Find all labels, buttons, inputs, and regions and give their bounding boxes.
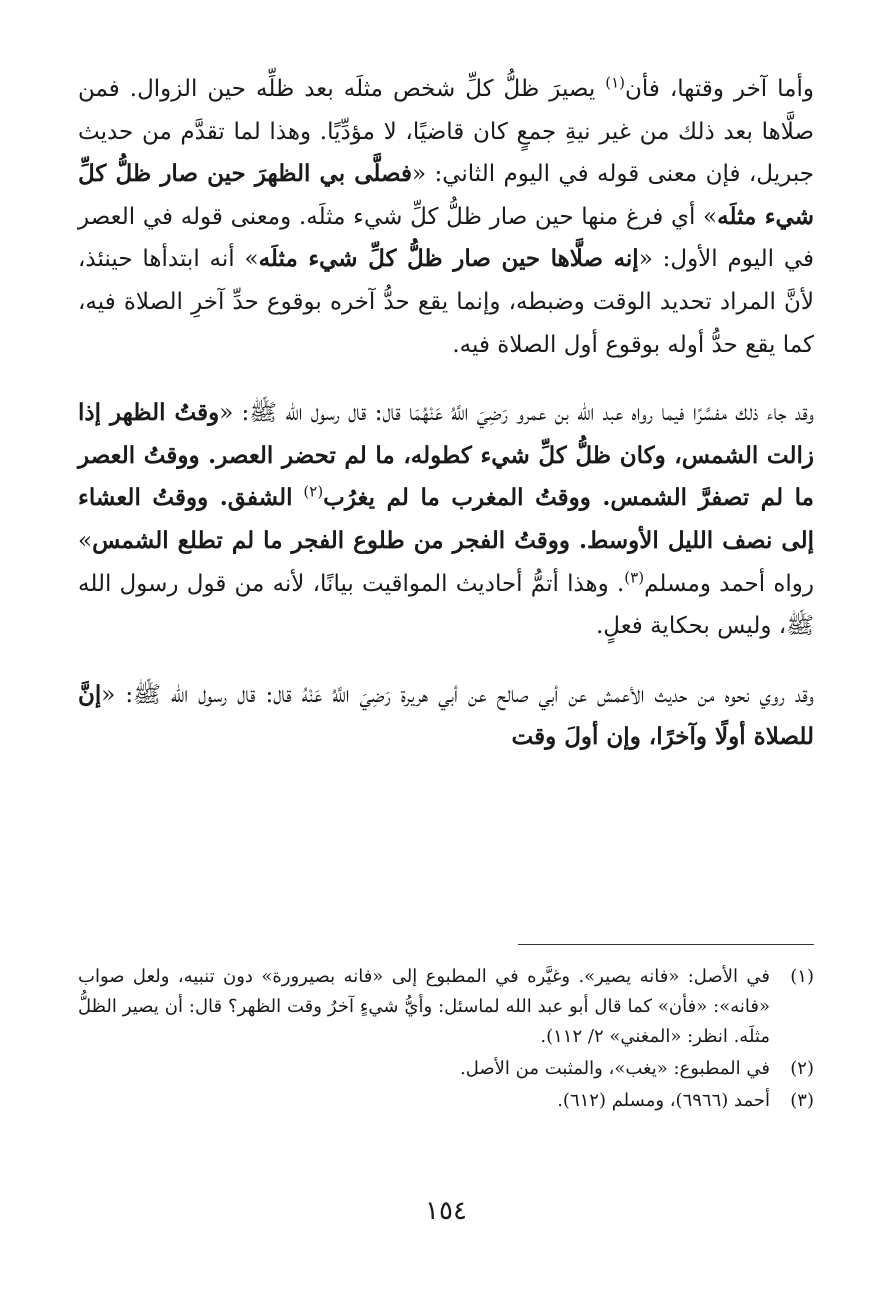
- text-segment: » أي فرغ منها حين صار ظلُّ كلِّ شيء مثلَه. ومعنى قوله في العصر في اليوم الأول: «: [78, 203, 814, 273]
- text-segment: يصيرَ ظلُّ كلِّ شخص مثلَه بعد ظلِّه حين الزوال. فمن صلَّاها بعد ذلك من غير نيةِ جمعٍ كان قاضيًا، لا مؤدِّيًا. وهذا لما تقدَّم من حديث جبريل، فإن معنى قوله في اليوم الثاني: «: [78, 76, 814, 188]
- paragraph-3: [78, 674, 814, 759]
- footnote-text: أحمد (٦٩٦٦)، ومسلم (٦١٢).: [557, 1090, 770, 1111]
- footnote-text: في المطبوع: «يغب»، والمثبت من الأصل.: [460, 1058, 770, 1079]
- footnote-reference: (٣): [624, 567, 645, 586]
- text-segment: وقد روي نحوه من حديث الأعمش عن أبي صالح عن أبي هريرة رَضِيَ اللَّهُ عَنْهُ قال: قال رسول الله ﷺ: «: [101, 681, 814, 708]
- paragraph-2: [78, 392, 814, 648]
- paragraph-1: [78, 68, 814, 366]
- footnote-2: [78, 1054, 814, 1084]
- text-segment: [293, 485, 304, 511]
- footnote-1: [78, 962, 814, 1052]
- footnote-text: في الأصل: «فانه يصير». وغيَّره في المطبوع إلى «فانه بصيرورة» دون تنبيه، ولعل صواب «فانه»: «فأن» كما قال أبو عبد الله لماسئل: وأيُّ شيءٍ آخرُ وقت الظهر؟ قال: أن يصير الظلُّ مثلَه. انظر: «المغني» ٢/ ١١٢).: [78, 966, 770, 1047]
- footnote-reference: (١): [605, 73, 625, 92]
- footnote-reference: (٢): [303, 482, 324, 501]
- footnote-separator: [518, 944, 814, 945]
- quoted-hadith-text: فصلَّى بي الظهرَ حين صار ظلُّ كلِّ شيء مثلَه: [78, 160, 814, 230]
- footnote-number: (٢): [790, 1058, 814, 1079]
- text-segment: » أنه ابتدأها حينئذ، لأنَّ المراد تحديد الوقت وضبطه، وإنما يقع حدُّ آخره بوقوع حدِّ آخرِ الصلاة فيه، كما يقع حدُّ أوله بوقوع أول الصلاة فيه.: [78, 246, 814, 358]
- quoted-hadith-text: إنه صلَّاها حين صار ظلُّ كلِّ شيء مثلَه: [258, 245, 639, 273]
- footnote-3: [78, 1086, 814, 1116]
- text-segment: وأما آخر وقتها، فأن: [624, 76, 814, 102]
- text-segment: » رواه أحمد ومسلم: [78, 527, 814, 597]
- main-text: [78, 68, 814, 759]
- footnotes: [78, 962, 814, 1118]
- quoted-hadith-text: إنَّ للصلاة أولًا وآخرًا، وإن أولَ وقت: [78, 680, 814, 751]
- text-segment: وقد جاء ذلك مفسَّرًا فيما رواه عبد الله بن عمرو رَضِيَ اللَّهُ عَنْهُمَا قال: قال رسول الله ﷺ: «: [219, 400, 814, 427]
- text-segment: . وهذا أتمُّ أحاديث المواقيت بيانًا، لأنه من قول رسول الله ﷺ، وليس بحكاية فعلٍ.: [78, 570, 814, 640]
- footnote-number: (٣): [790, 1090, 814, 1111]
- footnote-number: (١): [790, 966, 814, 987]
- quoted-hadith-text: الشفق. ووقتُ العشاء إلى نصف الليل الأوسط. ووقتُ الفجر من طلوع الفجر ما لم تطلع الشمس: [78, 484, 814, 554]
- quoted-hadith-text: وقتُ الظهر إذا زالت الشمس، وكان ظلُّ كلِّ شيء كطوله، ما لم تحضر العصر. ووقتُ العصر ما لم تصفرَّ الشمس. ووقتُ المغرب ما لم يغرُب: [78, 399, 814, 512]
- page-number: ١٥٤: [425, 1196, 467, 1226]
